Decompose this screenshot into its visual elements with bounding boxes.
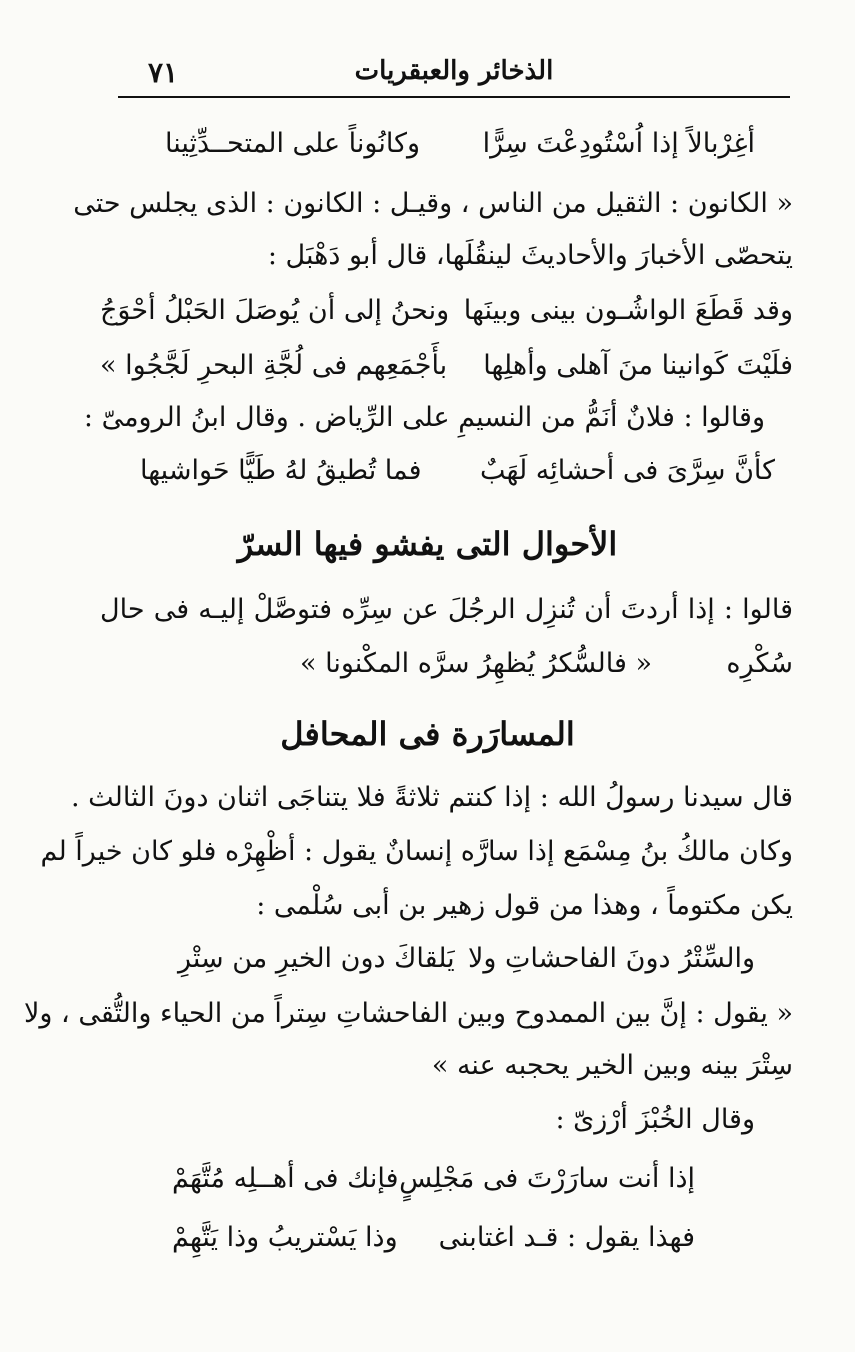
quoted-hemistich: « فالسُّكرُ يُظهِرُ سرَّه المكْنونا » [300, 648, 652, 679]
verse-hemistich-left: وذا يَسْتريبُ وذا يَتَّهِمْ [172, 1222, 398, 1253]
paragraph-line: قال سيدنا رسولُ الله : إذا كنتم ثلاثةً فلا يتناجَى اثنان دونَ الثالث . [70, 782, 793, 813]
verse-hemistich-left: بأَجْمَعِهم فى لُجَّةِ البحرِ لَجَّجُوا » [100, 350, 448, 381]
verse-line [100, 350, 793, 381]
verse-hemistich-right: كأنَّ سِرَّىَ فى أحشائِه لَهَبٌ [480, 455, 775, 486]
verse-hemistich-left: يَلقاكَ دون الخيرِ من سِتْرِ [178, 943, 455, 974]
page-header [118, 52, 790, 96]
paragraph-word: سُكْرِه [726, 648, 793, 679]
section-heading: الأحوال التى يفشو فيها السرّ [237, 525, 618, 563]
paragraph-line: وقالوا : فلانٌ أنَمُّ من النسيمِ على الرِّياض . وقال ابنُ الرومىّ : [83, 402, 765, 433]
paragraph-line: وكان مالكُ بنُ مِسْمَع إذا سارَّه إنسانٌ يقول : أظْهِرْه فلو كان خيراً لم [40, 836, 793, 867]
section-heading: المسارَرة فى المحافل [280, 715, 575, 753]
verse-hemistich-left: وكانُوناً على المتحــدِّثِينا [165, 128, 420, 159]
verse-hemistich-left: فإنك فى أهــلِه مُتَّهَمْ [172, 1163, 399, 1194]
verse-line [178, 943, 755, 974]
verse-hemistich-right: فهذا يقول : قـد اغتابنى [438, 1222, 695, 1253]
verse-line [165, 128, 755, 159]
verse-hemistich-right: والسِّتْرُ دونَ الفاحشاتِ ولا [467, 943, 755, 974]
verse-line [172, 1163, 695, 1194]
verse-hemistich-right: أغِرْبالاً إذا اُسْتُودِعْتَ سِرًّا [482, 128, 755, 159]
paragraph-line: « يقول : إنَّ بين الممدوح وبين الفاحشاتِ سِتراً من الحياء والتُّقى ، ولا [24, 998, 793, 1029]
verse-hemistich-right: فلَيْتَ كَوانينا منَ آهلى وأهلِها [483, 350, 793, 381]
verse-hemistich-right: وقد قَطَعَ الواشُـون بينى وبينَها [463, 295, 793, 326]
paragraph-line: سِتْرَ بينه وبين الخير يحجبه عنه » [431, 1050, 793, 1081]
paragraph-line: « الكانون : الثقيل من الناس ، وقيـل : الكانون : الذى يجلس حتى [73, 188, 793, 219]
running-title: الذخائر والعبقريات [354, 56, 554, 86]
header-rule [118, 96, 790, 98]
verse-hemistich-left: ونحنُ إلى أن يُوصَلَ الحَبْلُ أحْوَجُ [100, 295, 450, 326]
paragraph-line: قالوا : إذا أردتَ أن تُنزِل الرجُلَ عن سِرِّه فتوصَّلْ إليـه فى حال [100, 594, 793, 625]
verse-line [172, 1222, 695, 1253]
paragraph-line: وقال الخُبْزَ أرْزىّ : [555, 1104, 755, 1135]
verse-line [140, 455, 775, 486]
page-number: ٧١ [148, 56, 179, 89]
paragraph-line: يتحصّى الأخبارَ والأحاديثَ لينقُلَها، قال أبو دَهْبَل : [267, 240, 793, 271]
paragraph-line [300, 648, 793, 679]
paragraph-line: يكن مكتوماً ، وهذا من قول زهير بن أبى سُلْمى : [256, 890, 793, 921]
verse-line [100, 295, 793, 326]
verse-hemistich-right: إذا أنت سارَرْتَ فى مَجْلِسٍ [399, 1163, 695, 1194]
verse-hemistich-left: فما تُطيقُ لهُ طَيًّا حَواشيها [140, 455, 422, 486]
